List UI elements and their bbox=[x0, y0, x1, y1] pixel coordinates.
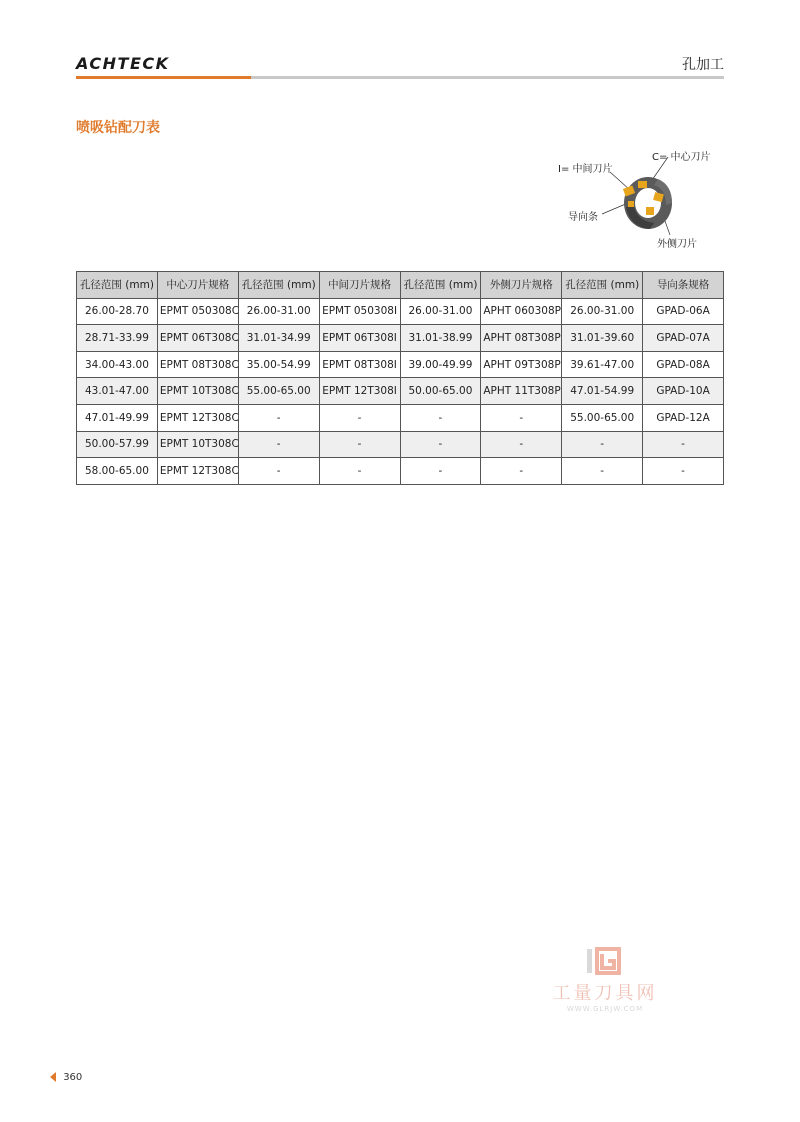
table-cell: EPMT 050308I bbox=[319, 298, 400, 325]
col-header: 孔径范围 (mm) bbox=[77, 272, 158, 299]
table-cell: EPMT 10T308C bbox=[157, 378, 238, 405]
table-cell: - bbox=[562, 458, 643, 485]
table-cell: 55.00-65.00 bbox=[238, 378, 319, 405]
table-cell: - bbox=[238, 404, 319, 431]
table-cell: 28.71-33.99 bbox=[77, 325, 158, 352]
col-header: 孔径范围 (mm) bbox=[400, 272, 481, 299]
table-cell: - bbox=[643, 458, 724, 485]
table-cell: EPMT 12T308C bbox=[157, 458, 238, 485]
table-cell: EPMT 08T308I bbox=[319, 351, 400, 378]
page-header bbox=[76, 52, 724, 82]
table-row bbox=[77, 351, 724, 378]
watermark-text: 工量刀具网 bbox=[552, 983, 658, 1004]
label-center-insert: C= 中心刀片 bbox=[652, 152, 711, 163]
table-cell: GPAD-10A bbox=[643, 378, 724, 405]
table-cell: 50.00-57.99 bbox=[77, 431, 158, 458]
table-row bbox=[77, 298, 724, 325]
table-cell: 31.01-39.60 bbox=[562, 325, 643, 352]
table-cell: 31.01-34.99 bbox=[238, 325, 319, 352]
table-cell: GPAD-06A bbox=[643, 298, 724, 325]
table-cell: 35.00-54.99 bbox=[238, 351, 319, 378]
watermark-logo-icon bbox=[585, 945, 625, 977]
table-cell: - bbox=[400, 404, 481, 431]
table-cell: EPMT 08T308C bbox=[157, 351, 238, 378]
page-title: 喷吸钻配刀表 bbox=[76, 120, 160, 136]
table-row bbox=[77, 404, 724, 431]
col-header: 孔径范围 (mm) bbox=[238, 272, 319, 299]
table-row bbox=[77, 431, 724, 458]
table-cell: 39.00-49.99 bbox=[400, 351, 481, 378]
table-cell: - bbox=[481, 431, 562, 458]
table-cell: 31.01-38.99 bbox=[400, 325, 481, 352]
table-cell: EPMT 12T308C bbox=[157, 404, 238, 431]
table-cell: GPAD-12A bbox=[643, 404, 724, 431]
col-header: 中间刀片规格 bbox=[319, 272, 400, 299]
table-cell: APHT 11T308P bbox=[481, 378, 562, 405]
table-row bbox=[77, 458, 724, 485]
table-cell: 26.00-28.70 bbox=[77, 298, 158, 325]
header-rule-accent bbox=[76, 76, 251, 79]
table-cell: APHT 09T308P bbox=[481, 351, 562, 378]
insert-spec-table bbox=[76, 271, 724, 485]
col-header: 孔径范围 (mm) bbox=[562, 272, 643, 299]
table-cell: - bbox=[481, 458, 562, 485]
table-row bbox=[77, 325, 724, 352]
table-cell: 34.00-43.00 bbox=[77, 351, 158, 378]
table-cell: GPAD-07A bbox=[643, 325, 724, 352]
table-cell: 47.01-54.99 bbox=[562, 378, 643, 405]
page-footer bbox=[50, 1072, 82, 1083]
table-cell: 50.00-65.00 bbox=[400, 378, 481, 405]
table-cell: 26.00-31.00 bbox=[238, 298, 319, 325]
table-cell: EPMT 06T308I bbox=[319, 325, 400, 352]
col-header: 中心刀片规格 bbox=[157, 272, 238, 299]
table-cell: 55.00-65.00 bbox=[562, 404, 643, 431]
table-cell: APHT 060308P bbox=[481, 298, 562, 325]
table-cell: 58.00-65.00 bbox=[77, 458, 158, 485]
table-cell: EPMT 12T308I bbox=[319, 378, 400, 405]
table-cell: 43.01-47.00 bbox=[77, 378, 158, 405]
watermark bbox=[535, 945, 675, 1015]
table-cell: - bbox=[238, 458, 319, 485]
table-header-row bbox=[77, 272, 724, 299]
page-marker-icon bbox=[50, 1072, 56, 1082]
col-header: 导向条规格 bbox=[643, 272, 724, 299]
table-cell: GPAD-08A bbox=[643, 351, 724, 378]
table-cell: EPMT 06T308C bbox=[157, 325, 238, 352]
table-cell: APHT 08T308P bbox=[481, 325, 562, 352]
watermark-url: WWW.GLRJW.COM bbox=[566, 1005, 644, 1013]
table-row bbox=[77, 378, 724, 405]
table-cell: 39.61-47.00 bbox=[562, 351, 643, 378]
drill-head-diagram bbox=[550, 145, 725, 255]
table-cell: 26.00-31.00 bbox=[562, 298, 643, 325]
section-name: 孔加工 bbox=[682, 57, 724, 73]
table-cell: - bbox=[400, 431, 481, 458]
table-cell: - bbox=[319, 404, 400, 431]
table-cell: - bbox=[481, 404, 562, 431]
label-guide-pad: 导向条 bbox=[568, 212, 598, 223]
table-cell: EPMT 050308C bbox=[157, 298, 238, 325]
table-cell: EPMT 10T308C bbox=[157, 431, 238, 458]
label-middle-insert: I= 中间刀片 bbox=[558, 164, 613, 175]
table-cell: - bbox=[643, 431, 724, 458]
table-cell: 26.00-31.00 bbox=[400, 298, 481, 325]
table-cell: - bbox=[562, 431, 643, 458]
col-header: 外侧刀片规格 bbox=[481, 272, 562, 299]
table-cell: - bbox=[319, 431, 400, 458]
label-outer-insert: 外侧刀片 bbox=[657, 239, 697, 250]
table-cell: - bbox=[238, 431, 319, 458]
table-cell: 47.01-49.99 bbox=[77, 404, 158, 431]
brand-logo: ACHTECK bbox=[76, 54, 170, 73]
table-cell: - bbox=[400, 458, 481, 485]
page-number: 360 bbox=[63, 1072, 83, 1083]
table-cell: - bbox=[319, 458, 400, 485]
